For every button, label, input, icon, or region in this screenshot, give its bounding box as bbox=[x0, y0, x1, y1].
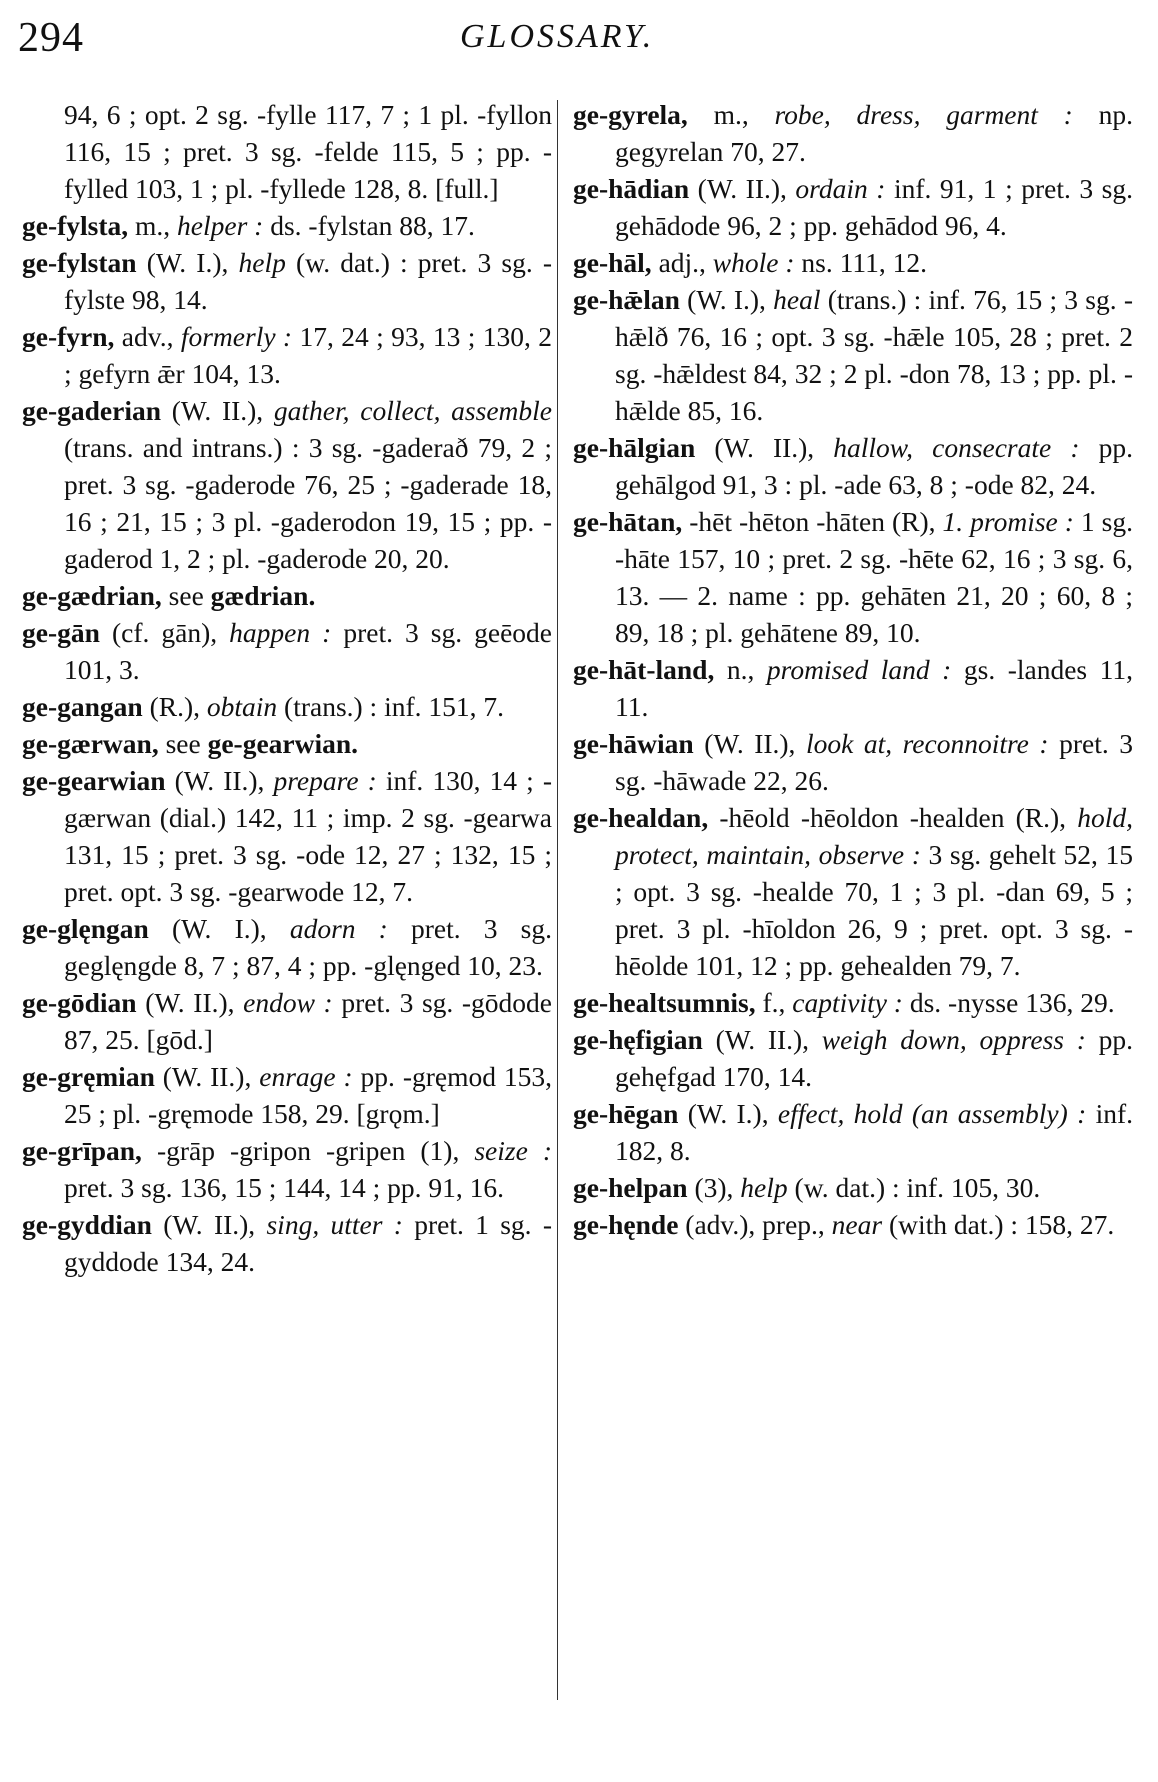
entry-grammar: (adv.), prep., bbox=[678, 1209, 832, 1240]
entry-headword: ge-hālgian bbox=[573, 432, 696, 463]
glossary-column-right bbox=[573, 96, 1133, 1243]
glossary-entry bbox=[22, 984, 552, 1058]
entry-citations: 1 sg. -hāte 157, 10 ; pret. 2 sg. -hēte 62, 16 ; 3 sg. 6, 13. — 2. name : pp. gehāten 21, 20 ; 60, 8 ; 89, 18 ; pl. gehātene 89, 10. bbox=[615, 506, 1134, 648]
entry-headword: ge-fyrn, bbox=[22, 321, 115, 352]
entry-headword: ge-grīpan, bbox=[22, 1135, 142, 1166]
glossary-entry bbox=[22, 207, 552, 244]
entry-headword: ge-gōdian bbox=[22, 987, 137, 1018]
entry-grammar: -hēt -hēton -hāten (R), bbox=[682, 506, 943, 537]
glossary-entry bbox=[573, 799, 1133, 984]
entry-definition: gather, collect, assemble bbox=[273, 395, 553, 426]
glossary-entry bbox=[22, 1058, 552, 1132]
entry-citations: inf. 91, 1 ; pret. 3 sg. gehādode 96, 2 ; pp. gehādod 96, 4. bbox=[615, 173, 1133, 241]
entry-headword: ge-hādian bbox=[573, 173, 690, 204]
entry-headword: ge-hāt-land, bbox=[573, 654, 715, 685]
entry-citations: pret. 3 sg. geēode 101, 3. bbox=[64, 617, 553, 685]
entry-grammar: (W. I.), bbox=[148, 913, 290, 944]
entry-definition: 1. promise : bbox=[942, 506, 1074, 537]
entry-definition: heal bbox=[773, 284, 821, 315]
entry-grammar: n., bbox=[714, 654, 767, 685]
entry-grammar: m., bbox=[687, 99, 775, 130]
entry-definition: effect, hold (an assembly) : bbox=[777, 1098, 1087, 1129]
entry-citations: (with dat.) : 158, 27. bbox=[882, 1209, 1115, 1240]
entry-headword: ge-gyddian bbox=[22, 1209, 152, 1240]
entry-grammar: -hēold -hēoldon -healden (R.), bbox=[708, 802, 1078, 833]
entry-grammar: see bbox=[161, 580, 211, 611]
entry-grammar: (W. II.), bbox=[689, 173, 796, 204]
glossary-entry bbox=[22, 762, 552, 910]
glossary-entry bbox=[573, 281, 1133, 429]
glossary-entry bbox=[22, 725, 552, 762]
entry-headword: ge-healdan, bbox=[573, 802, 709, 833]
entry-citations: 3 sg. gehelt 52, 15 ; opt. 3 sg. -healde 70, 1 ; 3 pl. -dan 69, 5 ; pret. 3 pl. -hīoldon 26, 9 ; pret. opt. 3 sg. -hēolde 101, 12 ; pp. gehealden 79, 7. bbox=[615, 839, 1133, 981]
entry-citations: 17, 24 ; 93, 13 ; 130, 2 ; gefyrn ǣr 104, 13. bbox=[64, 321, 553, 389]
entry-definition: obtain bbox=[206, 691, 278, 722]
entry-definition: happen : bbox=[229, 617, 332, 648]
entry-headword: ge-hęfigian bbox=[573, 1024, 703, 1055]
entry-definition: help bbox=[740, 1172, 788, 1203]
glossary-entry bbox=[22, 1206, 552, 1280]
entry-headword: ge-hātan, bbox=[573, 506, 683, 537]
glossary-entry bbox=[22, 1132, 552, 1206]
entry-headword: ge-gręmian bbox=[22, 1061, 155, 1092]
entry-citations: (trans.) : inf. 76, 15 ; 3 sg. -hǣlð 76, 16 ; opt. 3 sg. -hǣle 105, 28 ; pret. 2 sg. -hǣldest 84, 32 ; 2 pl. -don 78, 13 ; pp. pl. -hǣlde 85, 16. bbox=[615, 284, 1133, 426]
entry-citations: (w. dat.) : pret. 3 sg. -fylste 98, 14. bbox=[64, 247, 552, 315]
entry-grammar: f., bbox=[755, 987, 793, 1018]
entry-grammar: adj., bbox=[651, 247, 713, 278]
entry-grammar: m., bbox=[128, 210, 178, 241]
entry-definition: help bbox=[238, 247, 286, 278]
glossary-entry bbox=[22, 318, 552, 392]
entry-grammar: adv., bbox=[114, 321, 181, 352]
entry-definition: ordain : bbox=[795, 173, 886, 204]
entry-headword: ge-gangan bbox=[22, 691, 143, 722]
entry-definition: hold, protect, maintain, observe : bbox=[615, 802, 1133, 870]
glossary-entry bbox=[573, 429, 1133, 503]
entry-definition: look at, reconnoitre : bbox=[805, 728, 1049, 759]
entry-definition: robe, dress, garment : bbox=[774, 99, 1073, 130]
glossary-entry bbox=[22, 910, 552, 984]
entry-definition: prepare : bbox=[273, 765, 377, 796]
entry-definition: seize : bbox=[474, 1135, 552, 1166]
glossary-column-left bbox=[22, 96, 552, 1280]
glossary-entry bbox=[573, 651, 1133, 725]
entry-citations: ds. -nysse 136, 29. bbox=[902, 987, 1115, 1018]
entry-headword: ge-gān bbox=[22, 617, 100, 648]
entry-headword: ge-hęnde bbox=[573, 1209, 679, 1240]
entry-citations: pret. 3 sg. geglęngde 8, 7 ; 87, 4 ; pp. -glęnged 10, 23. bbox=[64, 913, 552, 981]
entry-definition: captivity : bbox=[792, 987, 903, 1018]
entry-grammar: (W. II.), bbox=[154, 1061, 260, 1092]
entry-grammar: (W. II.), bbox=[702, 1024, 822, 1055]
entry-citations: pret. 3 sg. -hāwade 22, 26. bbox=[615, 728, 1134, 796]
entry-citations: (trans. and intrans.) : 3 sg. -gaderað 79, 2 ; pret. 3 sg. -gaderode 76, 25 ; -gaderade 18, 16 ; 21, 15 ; 3 pl. -gaderodon 19, 15 ; pp. -gaderod 1, 2 ; pl. -gaderode 20, 20. bbox=[64, 432, 552, 574]
glossary-entry bbox=[573, 503, 1133, 651]
entry-citations: np. gegyrelan 70, 27. bbox=[615, 99, 1133, 167]
glossary-entry bbox=[573, 984, 1133, 1021]
entry-cross-reference: ge-gearwian. bbox=[207, 728, 359, 759]
entry-grammar: (W. II.), bbox=[695, 432, 834, 463]
entry-definition: sing, utter : bbox=[266, 1209, 403, 1240]
entry-citations: pret. 3 sg. -gōdode 87, 25. [gōd.] bbox=[64, 987, 552, 1055]
entry-headword: ge-healtsumnis, bbox=[573, 987, 756, 1018]
entry-headword: ge-hāwian bbox=[573, 728, 694, 759]
entry-headword: ge-hāl, bbox=[573, 247, 652, 278]
entry-grammar: see bbox=[158, 728, 208, 759]
entry-citations: (trans.) : inf. 151, 7. bbox=[277, 691, 504, 722]
entry-citations: 94, 6 ; opt. 2 sg. -fylle 117, 7 ; 1 pl. -fyllon 116, 15 ; pret. 3 sg. -felde 115, 5 ; pp. -fylled 103, 1 ; pl. -fyllede 128, 8. [full.] bbox=[64, 99, 552, 204]
entry-grammar: (W. I.), bbox=[678, 1098, 778, 1129]
entry-citations: ns. 111, 12. bbox=[794, 247, 927, 278]
glossary-entry bbox=[573, 170, 1133, 244]
entry-grammar: (W. II.), bbox=[165, 765, 274, 796]
entry-headword: ge-glęngan bbox=[22, 913, 149, 944]
entry-headword: ge-gædrian, bbox=[22, 580, 162, 611]
glossary-entry bbox=[573, 244, 1133, 281]
entry-definition: near bbox=[831, 1209, 883, 1240]
entry-definition: promised land : bbox=[766, 654, 952, 685]
page-number: 294 bbox=[18, 15, 84, 61]
entry-definition: adorn : bbox=[289, 913, 388, 944]
entry-citations: pret. 1 sg. -gyddode 134, 24. bbox=[64, 1209, 552, 1277]
entry-headword: ge-gaderian bbox=[22, 395, 162, 426]
entry-headword: ge-hǣlan bbox=[573, 284, 680, 315]
entry-citations: ds. -fylstan 88, 17. bbox=[263, 210, 475, 241]
entry-definition: endow : bbox=[243, 987, 333, 1018]
glossary-entry bbox=[22, 614, 552, 688]
glossary-entry bbox=[573, 1021, 1133, 1095]
glossary-entry bbox=[22, 244, 552, 318]
glossary-entry bbox=[22, 96, 552, 207]
entry-definition: weigh down, oppress : bbox=[821, 1024, 1086, 1055]
entry-grammar: (R.), bbox=[142, 691, 207, 722]
entry-definition: hallow, consecrate : bbox=[833, 432, 1080, 463]
entry-headword: ge-hēgan bbox=[573, 1098, 679, 1129]
glossary-entry bbox=[573, 1206, 1133, 1243]
entry-definition: helper : bbox=[177, 210, 264, 241]
entry-definition: whole : bbox=[712, 247, 795, 278]
entry-citations: (w. dat.) : inf. 105, 30. bbox=[787, 1172, 1041, 1203]
running-title: GLOSSARY. bbox=[460, 18, 655, 55]
entry-citations: pret. 3 sg. 136, 15 ; 144, 14 ; pp. 91, 16. bbox=[64, 1172, 504, 1203]
entry-headword: ge-gyrela, bbox=[573, 99, 688, 130]
entry-citations: gs. -landes 11, 11. bbox=[615, 654, 1134, 722]
entry-headword: ge-fylsta, bbox=[22, 210, 129, 241]
entry-grammar: (W. II.), bbox=[693, 728, 806, 759]
column-divider bbox=[557, 100, 558, 1700]
glossary-entry bbox=[573, 96, 1133, 170]
entry-grammar: (W. I.), bbox=[136, 247, 239, 278]
entry-grammar: (3), bbox=[687, 1172, 741, 1203]
entry-definition: formerly : bbox=[180, 321, 293, 352]
entry-citations: pp. gehālgod 91, 3 : pl. -ade 63, 8 ; -ode 82, 24. bbox=[615, 432, 1134, 500]
glossary-entry bbox=[573, 1095, 1133, 1169]
entry-grammar: (cf. gān), bbox=[99, 617, 230, 648]
entry-grammar: -grāp -gripon -gripen (1), bbox=[141, 1135, 475, 1166]
entry-grammar: (W. II.), bbox=[136, 987, 244, 1018]
glossary-entry bbox=[22, 392, 552, 577]
entry-citations: inf. 182, 8. bbox=[615, 1098, 1134, 1166]
glossary-entry bbox=[22, 688, 552, 725]
running-head bbox=[0, 6, 1158, 66]
glossary-entry bbox=[573, 725, 1133, 799]
entry-headword: ge-gærwan, bbox=[22, 728, 159, 759]
entry-headword: ge-fylstan bbox=[22, 247, 137, 278]
entry-headword: ge-helpan bbox=[573, 1172, 688, 1203]
entry-definition: enrage : bbox=[259, 1061, 353, 1092]
entry-citations: inf. 130, 14 ; -gærwan (dial.) 142, 11 ; imp. 2 sg. -gearwa 131, 15 ; pret. 3 sg. -ode 12, 27 ; 132, 15 ; pret. opt. 3 sg. -gearwode 12, 7. bbox=[64, 765, 552, 907]
entry-citations: pp. -gręmod 153, 25 ; pl. -gręmode 158, 29. [grǫm.] bbox=[64, 1061, 552, 1129]
entry-citations: pp. gehęfgad 170, 14. bbox=[615, 1024, 1134, 1092]
entry-grammar: (W. I.), bbox=[679, 284, 774, 315]
entry-grammar: (W. II.), bbox=[161, 395, 274, 426]
entry-cross-reference: gædrian. bbox=[210, 580, 316, 611]
entry-grammar: (W. II.), bbox=[151, 1209, 267, 1240]
entry-headword: ge-gearwian bbox=[22, 765, 166, 796]
glossary-entry bbox=[22, 577, 552, 614]
glossary-entry bbox=[573, 1169, 1133, 1206]
